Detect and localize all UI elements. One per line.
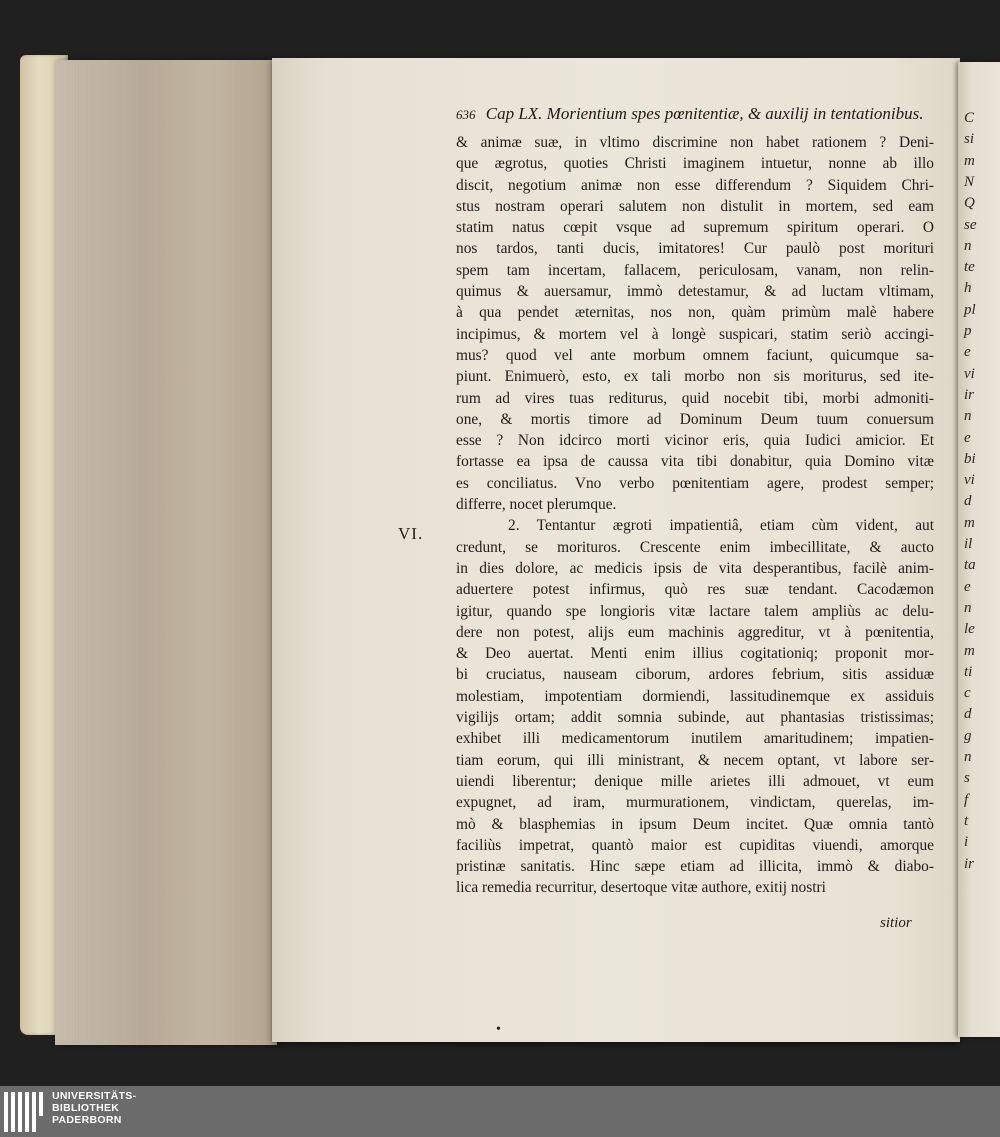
facing-page-fragment: n [964,237,972,254]
page-number: 636 [456,107,476,122]
catchword: sitior [880,915,912,931]
text-line: pristinæ sanitatis. Hinc sæpe etiam ad illicita, immò & diabo- [456,858,934,876]
text-line: tiam eorum, qui illi ministrant, & necem optant, vt labore ser- [456,751,934,769]
facing-page-fragment: pl [964,301,976,318]
text-line: & Deo auertat. Menti enim illius cogitationiq; proponit mor- [456,645,934,663]
text-line: mus? quod vel ante morbum omnem faciunt, quicumque sa- [456,346,934,364]
facing-page-fragment: te [964,259,975,276]
section-number: VI. [398,524,424,543]
text-line: nos tardos, tanti ducis, imitatores! Cur paulò post morituri [456,240,934,258]
text-line: que ægrotus, quoties Christi imaginem intuetur, nonne ab illo [456,155,934,173]
facing-page-fragment: ti [964,663,973,680]
text-line: credunt, se morituros. Crescente enim imbecillitate, & aucto [456,538,934,556]
facing-page-fragment: e [964,429,971,446]
facing-page-fragment: il [964,536,973,552]
facing-page-fragment: d [964,706,972,723]
facing-page-fragment: C [964,110,975,126]
text-line: & animæ suæ, in vltimo discrimine non habet rationem ? Deni- [456,134,934,151]
facing-page-fragment: n [964,599,972,616]
text-line: aduertere potest infirmus, quò res suæ tendant. Cacodæmon [456,581,934,599]
text-line: stus nostram operari salutem non distulit in mortem, sed eam [456,197,934,215]
text-line: fortasse ea ipsa de caussa vita tibi donabitur, quia Domino vitæ [456,453,934,471]
facing-page-fragment: h [964,280,972,297]
text-line: quimus & auersamur, immò detestamur, & ad luctam vltimam, [456,283,934,301]
facing-page-fragment: s [964,770,970,787]
text-line: spem tam incertam, fallacem, periculosam, vanam, non relin- [456,261,934,279]
institution-line: BIBLIOTHEK [52,1102,120,1114]
text-line: rum ad vires tuas rediturus, quid nocebit tibi, morbi admoniti- [456,389,934,407]
text-line: statim natus cœpit vsque ad supremum spiritum operari. O [456,219,934,237]
library-footer [0,1086,1000,1137]
running-header [456,104,956,124]
facing-page-fragment: ir [964,855,975,872]
body-text [456,132,934,899]
text-line: exhibet illi medicamentorum inutilem amaritudinem; impatien- [456,730,934,748]
facing-page-fragment: m [964,514,975,531]
facing-page-fragment: si [964,131,975,148]
text-line: discit, negotium animæ non esse differendum ? Siquidem Chri- [456,176,934,194]
library-logo-icon [4,1092,46,1132]
facing-page-fragment: m [964,152,975,169]
text-line: lica remedia recurritur, desertoque vitæ authore, exitij nostri [456,879,826,897]
facing-page-fragment: f [964,791,969,808]
facing-page-fragment: n [964,408,972,425]
facing-page-fragment: g [964,727,972,744]
text-line: in dies dolore, ac medicis ipsis de vita desperantibus, facilè anim- [456,559,934,577]
signature-mark: • [496,1022,501,1037]
institution-name [52,1090,136,1126]
text-line: molestiam, impotentiam dormiendi, lassitudinemque ex assiduis [456,687,934,705]
text-line: incipimus, & mortem vel à longè suspicari, statim seriò accingi- [456,325,934,343]
text-line: uiendi liberentur; denique mille arietes illi admouet, vt eum [456,772,934,790]
facing-page-fragment: se [964,216,977,233]
text-line: piunt. Enimuerò, esto, ex tali morbo non sis moriturus, sed ite- [456,368,934,386]
facing-page-fragment: ta [964,557,976,574]
facing-page-fragment: c [964,685,971,702]
facing-page-fragment: ir [964,386,975,403]
text-line: mò & blasphemias in ipsum Deum incitet. Quæ omnia tantò [456,815,934,833]
facing-page-fragment: i [964,834,969,851]
facing-page-fragment: n [964,749,972,765]
text-line: vigilijs ortam; addit somnia subinde, aut phantasias tristissimas; [456,709,934,727]
page-edges [55,60,277,1045]
facing-page-fragment: le [964,621,975,638]
institution-line: PADERBORN [52,1114,122,1126]
text-line: igitur, quando spe longioris vitæ lactare talem ampliùs ac delu- [456,602,934,620]
text-line: bi cruciatus, nauseam ciborum, ardores febrium, sitis assiduæ [456,666,934,684]
facing-page-fragment: N [964,173,975,190]
text-line: dere non potest, alijs eum machinis aggreditur, vt à pœnitentia, [456,623,934,641]
facing-page-fragment: d [964,493,972,510]
text-line: es conciliatus. Vno verbo pœnitentiam agere, prodest semper; [456,474,934,492]
institution-line: UNIVERSITÄTS- [52,1090,137,1102]
facing-page-fragment: vi [964,472,975,489]
facing-page-fragment: t [964,812,969,829]
facing-page-fragment: m [964,642,975,659]
facing-page-fragment: vi [964,365,975,382]
text-line: expugnet, ad iram, murmurationem, vindictam, querelas, im- [456,794,934,812]
facing-page-fragment: e [964,344,971,361]
text-line: à qua pendet æternitas, nos non, quàm primùm malè habere [456,304,934,322]
text-line: faciliùs impetrat, quantò maior est cupiditas viuendi, amorque [456,836,934,854]
facing-page-fragment: p [964,323,972,339]
text-line: one, & mortis timore ad Dominum Deum tuum conuersum [456,410,934,428]
text-line: differre, nocet plerumque. [456,496,617,514]
facing-page-fragment: bi [964,450,976,467]
facing-page-fragment: Q [964,195,975,212]
facing-page-fragment: e [964,578,971,595]
facing-page [958,62,1000,1037]
text-line: 2. Tentantur ægroti impatientiâ, etiam cùm vident, aut [508,517,934,535]
running-title: Cap LX. Morientium spes pœnitentiæ, & auxilij in tentationibus. [485,104,924,123]
text-line: esse ? Non idcirco morti vicinor eris, quia Iudici amicior. Et [456,432,934,450]
